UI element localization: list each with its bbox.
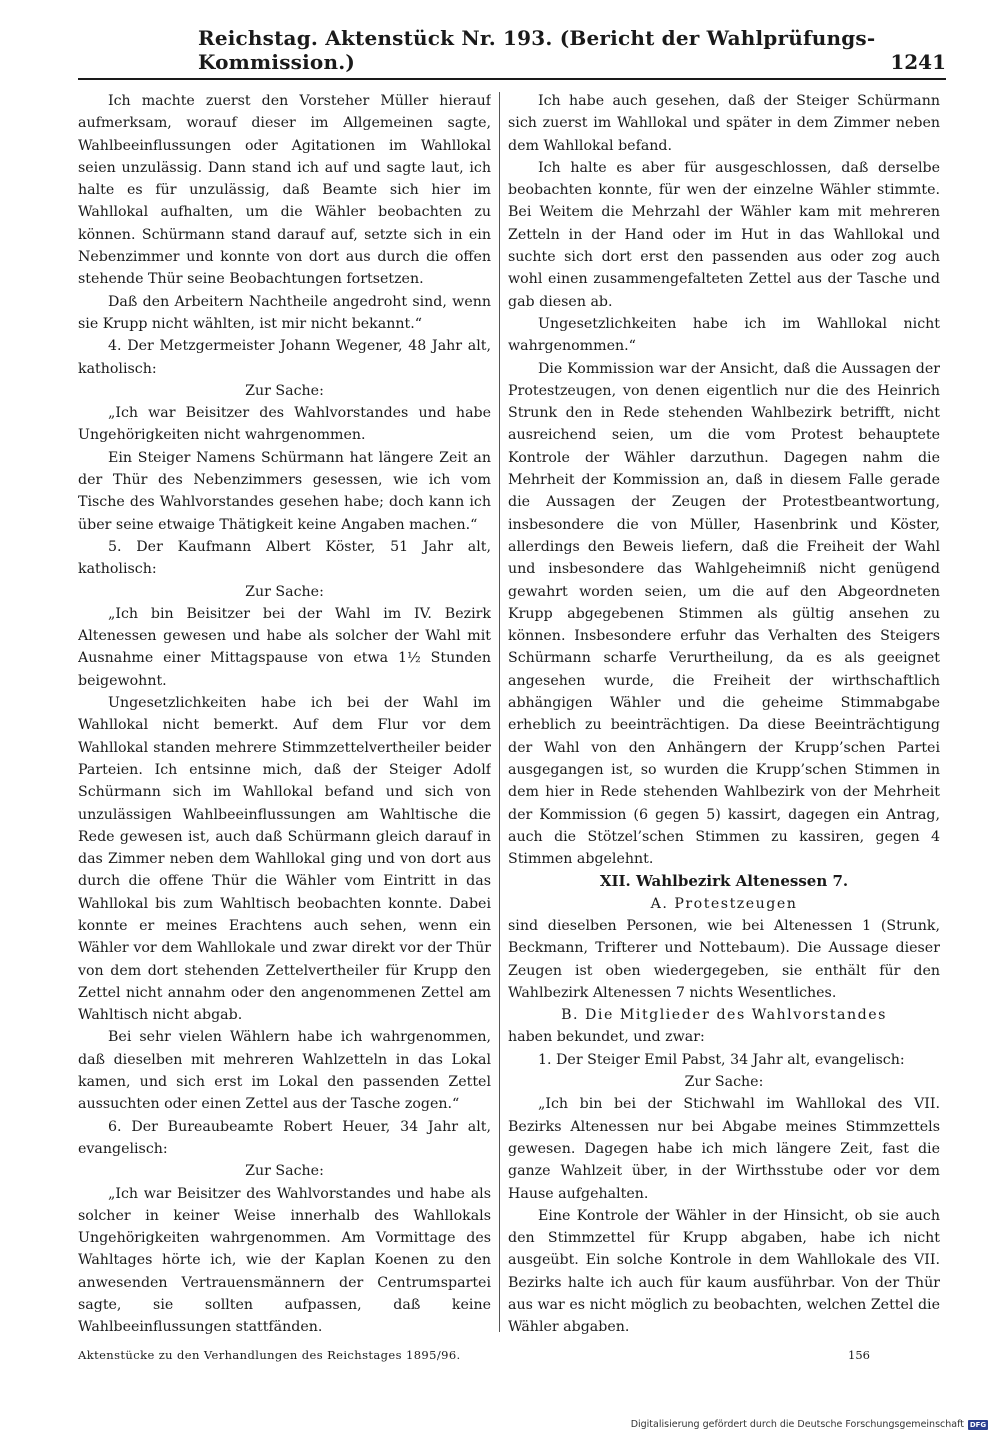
left-column — [78, 90, 491, 1340]
paragraph: „Ich bin Beisitzer bei der Wahl im IV. Bezirk Altenessen gewesen und habe als solcher der Wahl mit Ausnahme einer Mittagspause von etwa 1½ Stunden beigewohnt. — [78, 605, 491, 689]
paragraph: Daß den Arbeitern Nachtheile angedroht sind, wenn sie Krupp nicht wählten, ist mir nicht bekannt.“ — [78, 293, 491, 332]
paragraph: „Ich bin bei der Stichwahl im Wahllokal des VII. Bezirks Altenessen nur bei Abgabe meines Stimmzettels gewesen. Dagegen habe ich mich längere Zeit, fast die ganze Wahlzeit über, in der Wirthsstube oder vor dem Hause aufgehalten. — [508, 1096, 940, 1202]
digitization-text: Digitalisierung gefördert durch die Deutsche Forschungsgemeinschaft — [630, 1419, 964, 1430]
paragraph: Ich halte es aber für ausgeschlossen, daß derselbe beobachten konnte, für wen der einzelne Wähler stimmte. Bei Weitem die Mehrzahl der Wähler kam mit mehreren Zetteln in der Hand oder im Hut in das Wahllokal und suchte sich dort erst den passenden aus oder zog auch wohl einen zusammengefalteten Zettel aus der Tasche und gab diesen ab. — [508, 159, 940, 310]
paragraph: Eine Kontrole der Wähler in der Hinsicht, ob sie auch den Stimmzettel für Krupp abgaben, habe ich nicht ausgeübt. Ein solche Kontrole in dem Wahllokale des VII. Bezirks halte ich auch für kaum ausführbar. Von der Thür aus war es nicht möglich zu beobachten, welchen Zettel die Wähler abgaben. — [508, 1207, 940, 1336]
witness-heading: 5. Der Kaufmann Albert Köster, 51 Jahr alt, katholisch: — [78, 538, 491, 578]
digitization-notice — [631, 1419, 988, 1430]
section-heading: XII. Wahlbezirk Altenessen 7. — [599, 872, 849, 891]
paragraph: haben bekundet, und zwar: — [508, 1029, 705, 1046]
right-column — [508, 90, 940, 1340]
subsection-heading: A. Protestzeugen — [650, 895, 798, 912]
footer-signature-number: 156 — [848, 1348, 870, 1362]
witness-heading: 6. Der Bureaubeamte Robert Heuer, 34 Jahr alt, evangelisch: — [78, 1118, 491, 1157]
dfg-logo-icon: DFG — [969, 1420, 987, 1429]
paragraph: Ein Steiger Namens Schürmann hat längere Zeit an der Thür des Nebenzimmers gesessen, wie ich vom Tische des Wahlvorstandes gesehen habe; doch kann ich über seine etwaige Thätigkeit keine Angaben machen.“ — [78, 449, 491, 533]
paragraph — [508, 1339, 940, 1340]
paragraph: Ich habe auch gesehen, daß der Steiger Schürmann sich zuerst im Wahllokal und später in dem Zimmer neben dem Wahllokal befand. — [508, 93, 940, 154]
zur-sache-label: Zur Sache: — [245, 583, 324, 600]
paragraph: Die Kommission war der Ansicht, daß die Aussagen der Protestzeugen, von denen eigentlich nur die des Heinrich Strunk den in Rede stehenden Wahlbezirk betrifft, nicht ausreichend seien, um die vom Protest behauptete Kontrole der Wähler darzuthun. Dagegen nahm die Mehrheit der Kommission an, daß in diesem Falle gerade die Aussagen der Zeugen der Protestbeantwortung, insbesondere die von Müller, Hasenbrink und Köster, allerdings den Beweis liefern, daß die Freiheit der Wahl und insbesondere das Wahlgeheimniß nicht genügend gewahrt worden seien, um die auf den Abgeordneten Krupp abgegebenen Stimmen als gültig ansehen zu können. Insbesondere erfuhr das Verhalten des Steigers Schürmann scharfe Verurtheilung, da es als geeignet angesehen wurde, die Freiheit der wirthschaftlich abhängigen Wähler und die geheime Stimmabgabe erheblich zu beeinträchtigen. Da diese Beeinträchtigung der Wahl von den Anhängern der Krupp’schen Partei ausgegangen ist, so wurden die Krupp’schen Stimmen in dem hier in Rede stehenden Wahlbezirk von der Mehrheit der Kommission (6 gegen 5) kassirt, dagegen ein Antrag, auch die Stötzel’schen Stimmen zu kassiren, gegen 4 Stimmen abgelehnt. — [508, 360, 940, 868]
paragraph: Bei sehr vielen Wählern habe ich wahrgenommen, daß dieselben mit mehreren Wahlzetteln in das Lokal kamen, und sich erst im Lokal den passenden Zettel aussuchten oder einen Zettel aus der Tasche zogen.“ — [78, 1029, 491, 1113]
page-number: 1241 — [890, 50, 946, 74]
running-title: Reichstag. Aktenstück Nr. 193. (Bericht der Wahlprüfungs-Kommission.) — [198, 26, 876, 74]
zur-sache-label: Zur Sache: — [245, 382, 324, 399]
paragraph: Ungesetzlichkeiten habe ich bei der Wahl im Wahllokal nicht bemerkt. Auf dem Flur vor dem Wahllokal standen mehrere Stimmzettelvertheiler beider Parteien. Ich entsinne mich, daß der Steiger Adolf Schürmann sich im Wahllokal befand und sich von unzulässigen Wahlbeeinflussungen am Wahltische die Rede gewesen ist, auch daß Schürmann gleich darauf in das Zimmer neben dem Wahllokal ging und von dort aus durch die offene Thür die Wähler vom Eintritt in das Wahllokal bis zum Wahltisch beobachten konnte. Dabei konnte er meines Erachtens auch sehen, wenn ein Wähler vor dem Wahllokale und zwar direkt vor der Thür von dem dort stehenden Zettelvertheiler für Krupp den Zettel nicht annahm oder den angenommenen Zettel am Wahltisch nicht abgab. — [78, 695, 491, 1024]
subsection-heading: B. Die Mitglieder des Wahlvorstandes — [561, 1007, 887, 1024]
witness-heading: 4. Der Metzgermeister Johann Wegener, 48 Jahr alt, katholisch: — [78, 338, 491, 377]
paragraph: Ungesetzlichkeiten habe ich im Wahllokal nicht wahrgenommen.“ — [508, 315, 940, 355]
paragraph: Ich machte zuerst den Vorsteher Müller hierauf aufmerksam, worauf dieser im Allgemeinen sagte, Wahlbeeinflussungen oder Agitationen im Wahllokal seien unzulässig. Dann stand ich auf und sagte laut, ich halte es für unzulässig, daß Beamte sich hier im Wahllokal aufhalten, um die Wähler beobachten zu können. Schürmann stand darauf auf, setzte sich in ein Nebenzimmer und konnte von dort aus durch die offen stehende Thür seine Beobachtungen fortsetzen. — [78, 93, 491, 288]
paragraph: „Ich war Beisitzer des Wahlvorstandes und habe Ungehörigkeiten nicht wahrgenommen. — [78, 405, 491, 444]
column-divider — [499, 92, 500, 1332]
zur-sache-label: Zur Sache: — [684, 1074, 764, 1091]
page-header — [78, 26, 946, 80]
witness-heading: 1. Der Steiger Emil Pabst, 34 Jahr alt, evangelisch: — [538, 1051, 905, 1068]
footer-collection-title: Aktenstücke zu den Verhandlungen des Reichstages 1895/96. — [78, 1348, 461, 1362]
paragraph: sind dieselben Personen, wie bei Altenessen 1 (Strunk, Beckmann, Trifterer und Nottebaum). Die Aussage dieser Zeugen ist oben wiedergegeben, sie enthält für den Wahlbezirk Altenessen 7 nichts Wesentliches. — [508, 917, 940, 1001]
zur-sache-label: Zur Sache: — [245, 1163, 324, 1180]
paragraph: „Ich war Beisitzer des Wahlvorstandes und habe als solcher in keiner Weise innerhalb des Wahllokals Ungehörigkeiten wahrgenommen. Am Vormittage des Wahltages hörte ich, wie der Kaplan Koenen zu den anwesenden Vertrauensmännern der Centrumspartei sagte, sie sollten aufpassen, daß keine Wahlbeeinflussungen stattfänden. — [78, 1185, 491, 1336]
paragraph — [78, 1339, 491, 1340]
